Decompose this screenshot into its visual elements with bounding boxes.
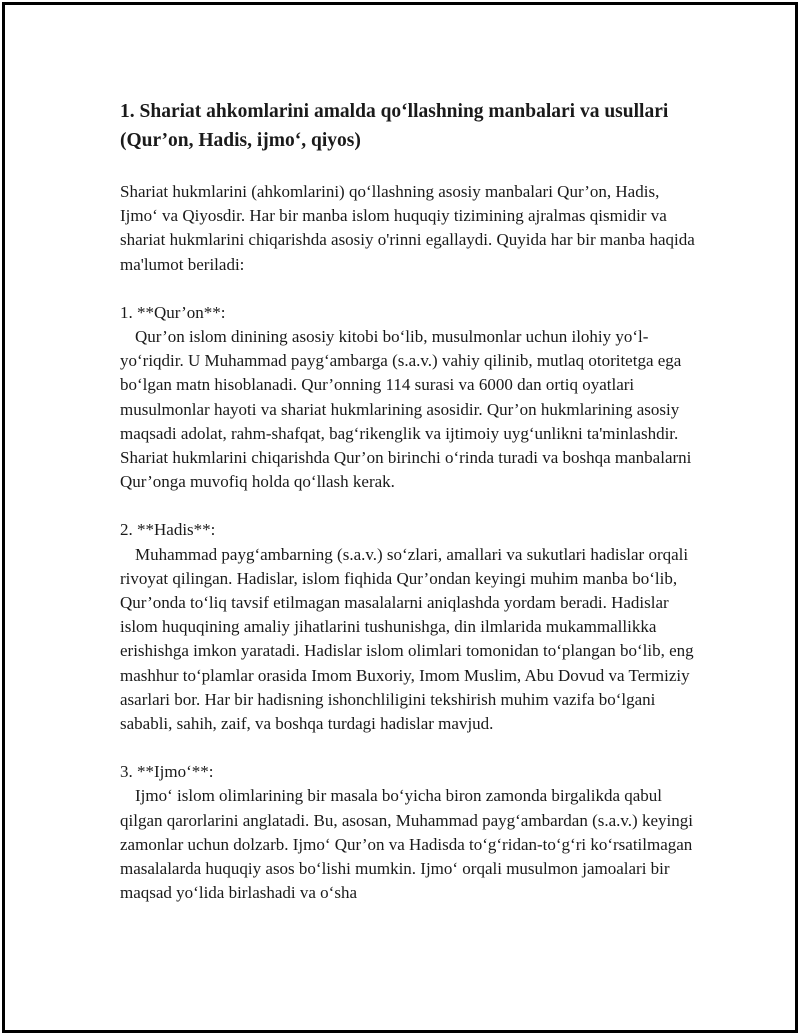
section-heading: 1. **Qur’on**: (120, 302, 226, 322)
section-body: Qur’on islom dinining asosiy kitobi bo‘lib, musulmonlar uchun ilohiy yo‘l-yo‘riqdir. U Muhammad payg‘ambarga (s.a.v.) vahiy qilinib, mutlaq otoritetga ega bo‘lgan matn hisoblanadi. Qur’onning 114 surasi va 6000 dan ortiq oyatlari musulmonlar hayoti va shariat hukmlarining asosidir. Qur’on hukmlarining asosiy maqsadi adolat, rahm-shafqat, bag‘rikenglik va ijtimoiy uyg‘unlikni ta'minlashdir. Shariat hukmlarini chiqarishda Qur’on birinchi o‘rinda turadi va boshqa manbalarni Qur’onga muvofiq holda qo‘llash kerak. (120, 327, 692, 492)
section-ijmo (120, 760, 700, 905)
section-heading: 2. **Hadis**: (120, 520, 216, 540)
document-title: 1. Shariat ahkomlarini amalda qo‘llashning manbalari va usullari (Qur’on, Hadis, ijmo‘, qiyos) (120, 101, 669, 151)
intro-paragraph: Shariat hukmlarini (ahkomlarini) qo‘llashning asosiy manbalari Qur’on, Hadis, Ijmo‘ va Qiyosdir. Har bir manba islom huquqiy tizimining ajralmas qismidir va shariat hukmlarini chiqarishda asosiy o'rinni egallaydi. Quyida har bir manba haqida ma'lumot beriladi: (120, 182, 695, 274)
section-hadis (120, 518, 700, 736)
document-content (120, 97, 700, 929)
section-body: Ijmo‘ islom olimlarining bir masala bo‘yicha biron zamonda birgalikda qabul qilgan qarorlarini anglatadi. Bu, asosan, Muhammad payg‘ambardan (s.a.v.) keyingi zamonlar uchun dolzarb. Ijmo‘ Qur’on va Hadisda to‘g‘ridan-to‘g‘ri ko‘rsatilmagan masalalarda huquqiy asos bo‘lishi mumkin. Ijmo‘ orqali musulmon jamoalari bir maqsad yo‘lida birlashadi va o‘sha (120, 786, 693, 903)
page-frame (2, 2, 798, 1033)
section-quran (120, 301, 700, 495)
section-body: Muhammad payg‘ambarning (s.a.v.) so‘zlari, amallari va sukutlari hadislar orqali rivoyat qilingan. Hadislar, islom fiqhida Qur’ondan keyingi muhim manba bo‘lib, Qur’onda to‘liq tavsif etilmagan masalalarni aniqlashda yordam beradi. Hadislar islom huquqining amaliy jihatlarini tushunishga, din ilmlarida mukammallikka erishishga imkon yaratadi. Hadislar islom olimlari tomonidan to‘plangan bo‘lib, eng mashhur to‘plamlar orasida Imom Buxoriy, Imom Muslim, Abu Dovud va Termiziy asarlari bor. Har bir hadisning ishonchliligini tekshirish muhim vazifa bo‘lgani sababli, sahih, zaif, va boshqa turdagi hadislar mavjud. (120, 544, 694, 734)
section-heading: 3. **Ijmo‘**: (120, 762, 214, 782)
